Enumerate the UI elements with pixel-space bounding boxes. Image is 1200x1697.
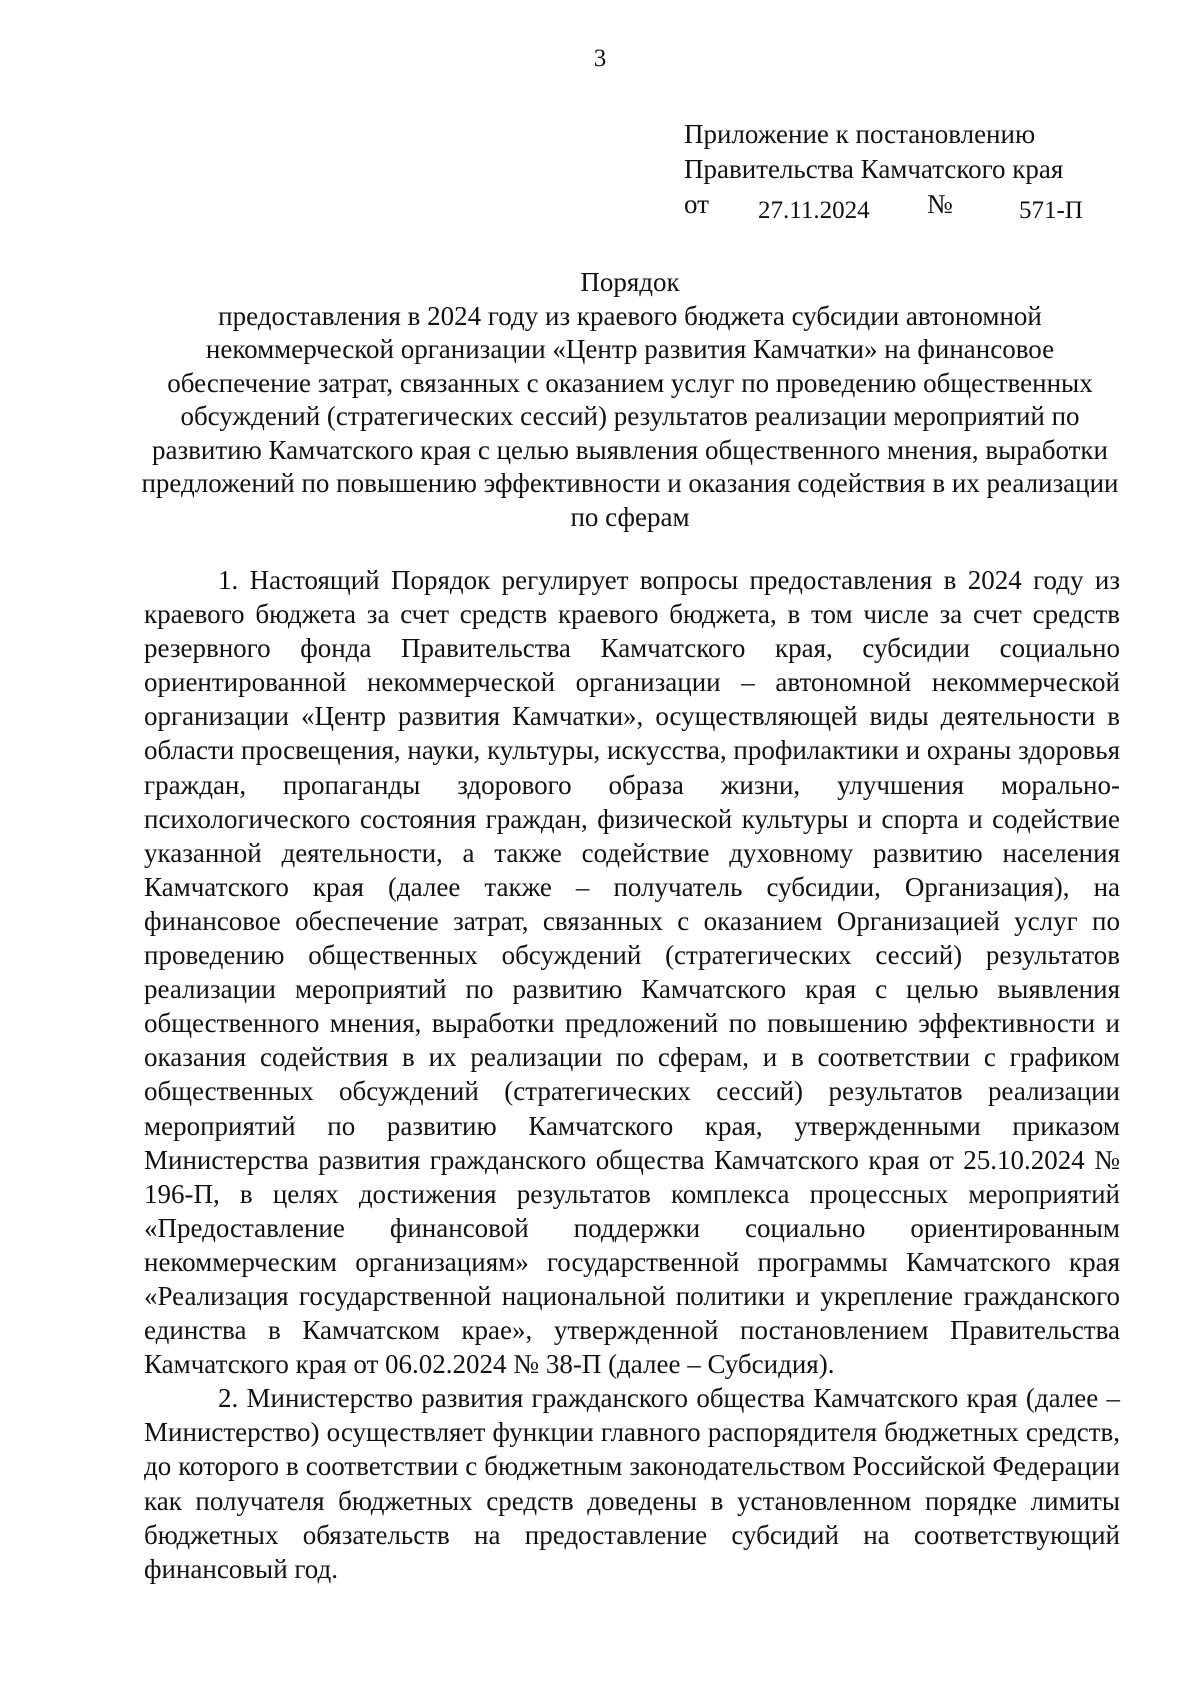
paragraph-2: 2. Министерство развития гражданского общества Камчатского края (далее – Министерство) осуществляет функции главного распорядителя бюджетных средств, до которого в соответствии с бюджетным законодательством Российской Федерации как получателя бюджетных средств доведены в установленном порядке лимиты бюджетных обязательств на предоставление субсидий на соответствующий финансовый год. [144, 1383, 1120, 1584]
appendix-number: 571-П [1019, 197, 1083, 224]
document-body [144, 563, 1120, 1586]
appendix-line-1: Приложение к постановлению [684, 119, 1036, 149]
paragraph-1: 1. Настоящий Порядок регулирует вопросы предоставления в 2024 году из краевого бюджета за счет средств краевого бюджета, в том числе за счет средств резервного фонда Правительства Камчатского края, субсидии социально ориентированной некоммерческой организации – автономной некоммерческой организации «Центр развития Камчатки», осуществляющей виды деятельности в области просвещения, науки, культуры, искусства, профилактики и охраны здоровья граждан, пропаганды здорового образа жизни, улучшения морально-психологического состояния граждан, физической культуры и спорта и содействие указанной деятельности, а также содействие духовному развитию населения Камчатского края (далее также – получатель субсидии, Организация), на финансовое обеспечение затрат, связанных с оказанием Организацией услуг по проведению общественных обсуждений (стратегических сессий) результатов реализации мероприятий по развитию Камчатского края с целью выявления общественного мнения, выработки предложений по повышению эффективности и оказания содействия в их реализации по сферам, и в соответствии с графиком общественных обсуждений (стратегических сессий) результатов реализации мероприятий по развитию Камчатского края, утвержденными приказом Министерства развития гражданского общества Камчатского края от 25.10.2024 № 196-П, в целях достижения результатов комплекса процессных мероприятий «Предоставление финансовой поддержки социально ориентированным некоммерческим организациям» государственной программы Камчатского края «Реализация государственной национальной политики и укрепление гражданского единства в Камчатском крае», утвержденной постановлением Правительства Камчатского края от 06.02.2024 № 38-П (далее – Субсидия). [144, 565, 1120, 1380]
appendix-header [684, 117, 1144, 222]
appendix-number-sign: № [927, 189, 953, 219]
appendix-registration [684, 187, 1144, 222]
document-title [140, 266, 1120, 534]
page-number: 3 [593, 45, 607, 72]
document-title-main: Порядок [580, 267, 680, 297]
document-title-subtitle: предоставления в 2024 году из краевого бюджета субсидии автономной некоммерческой организации «Центр развития Камчатки» на финансовое обеспечение затрат, связанных с оказанием услуг по проведению общественных обсуждений (стратегических сессий) результатов реализации мероприятий по развитию Камчатского края с целью выявления общественного мнения, выработки предложений по повышению эффективности и оказания содействия в их реализации по сферам [141, 300, 1119, 532]
appendix-date-prefix: от [684, 189, 709, 219]
appendix-line-2: Правительства Камчатского края [684, 154, 1064, 184]
appendix-date: 27.11.2024 [758, 197, 870, 224]
